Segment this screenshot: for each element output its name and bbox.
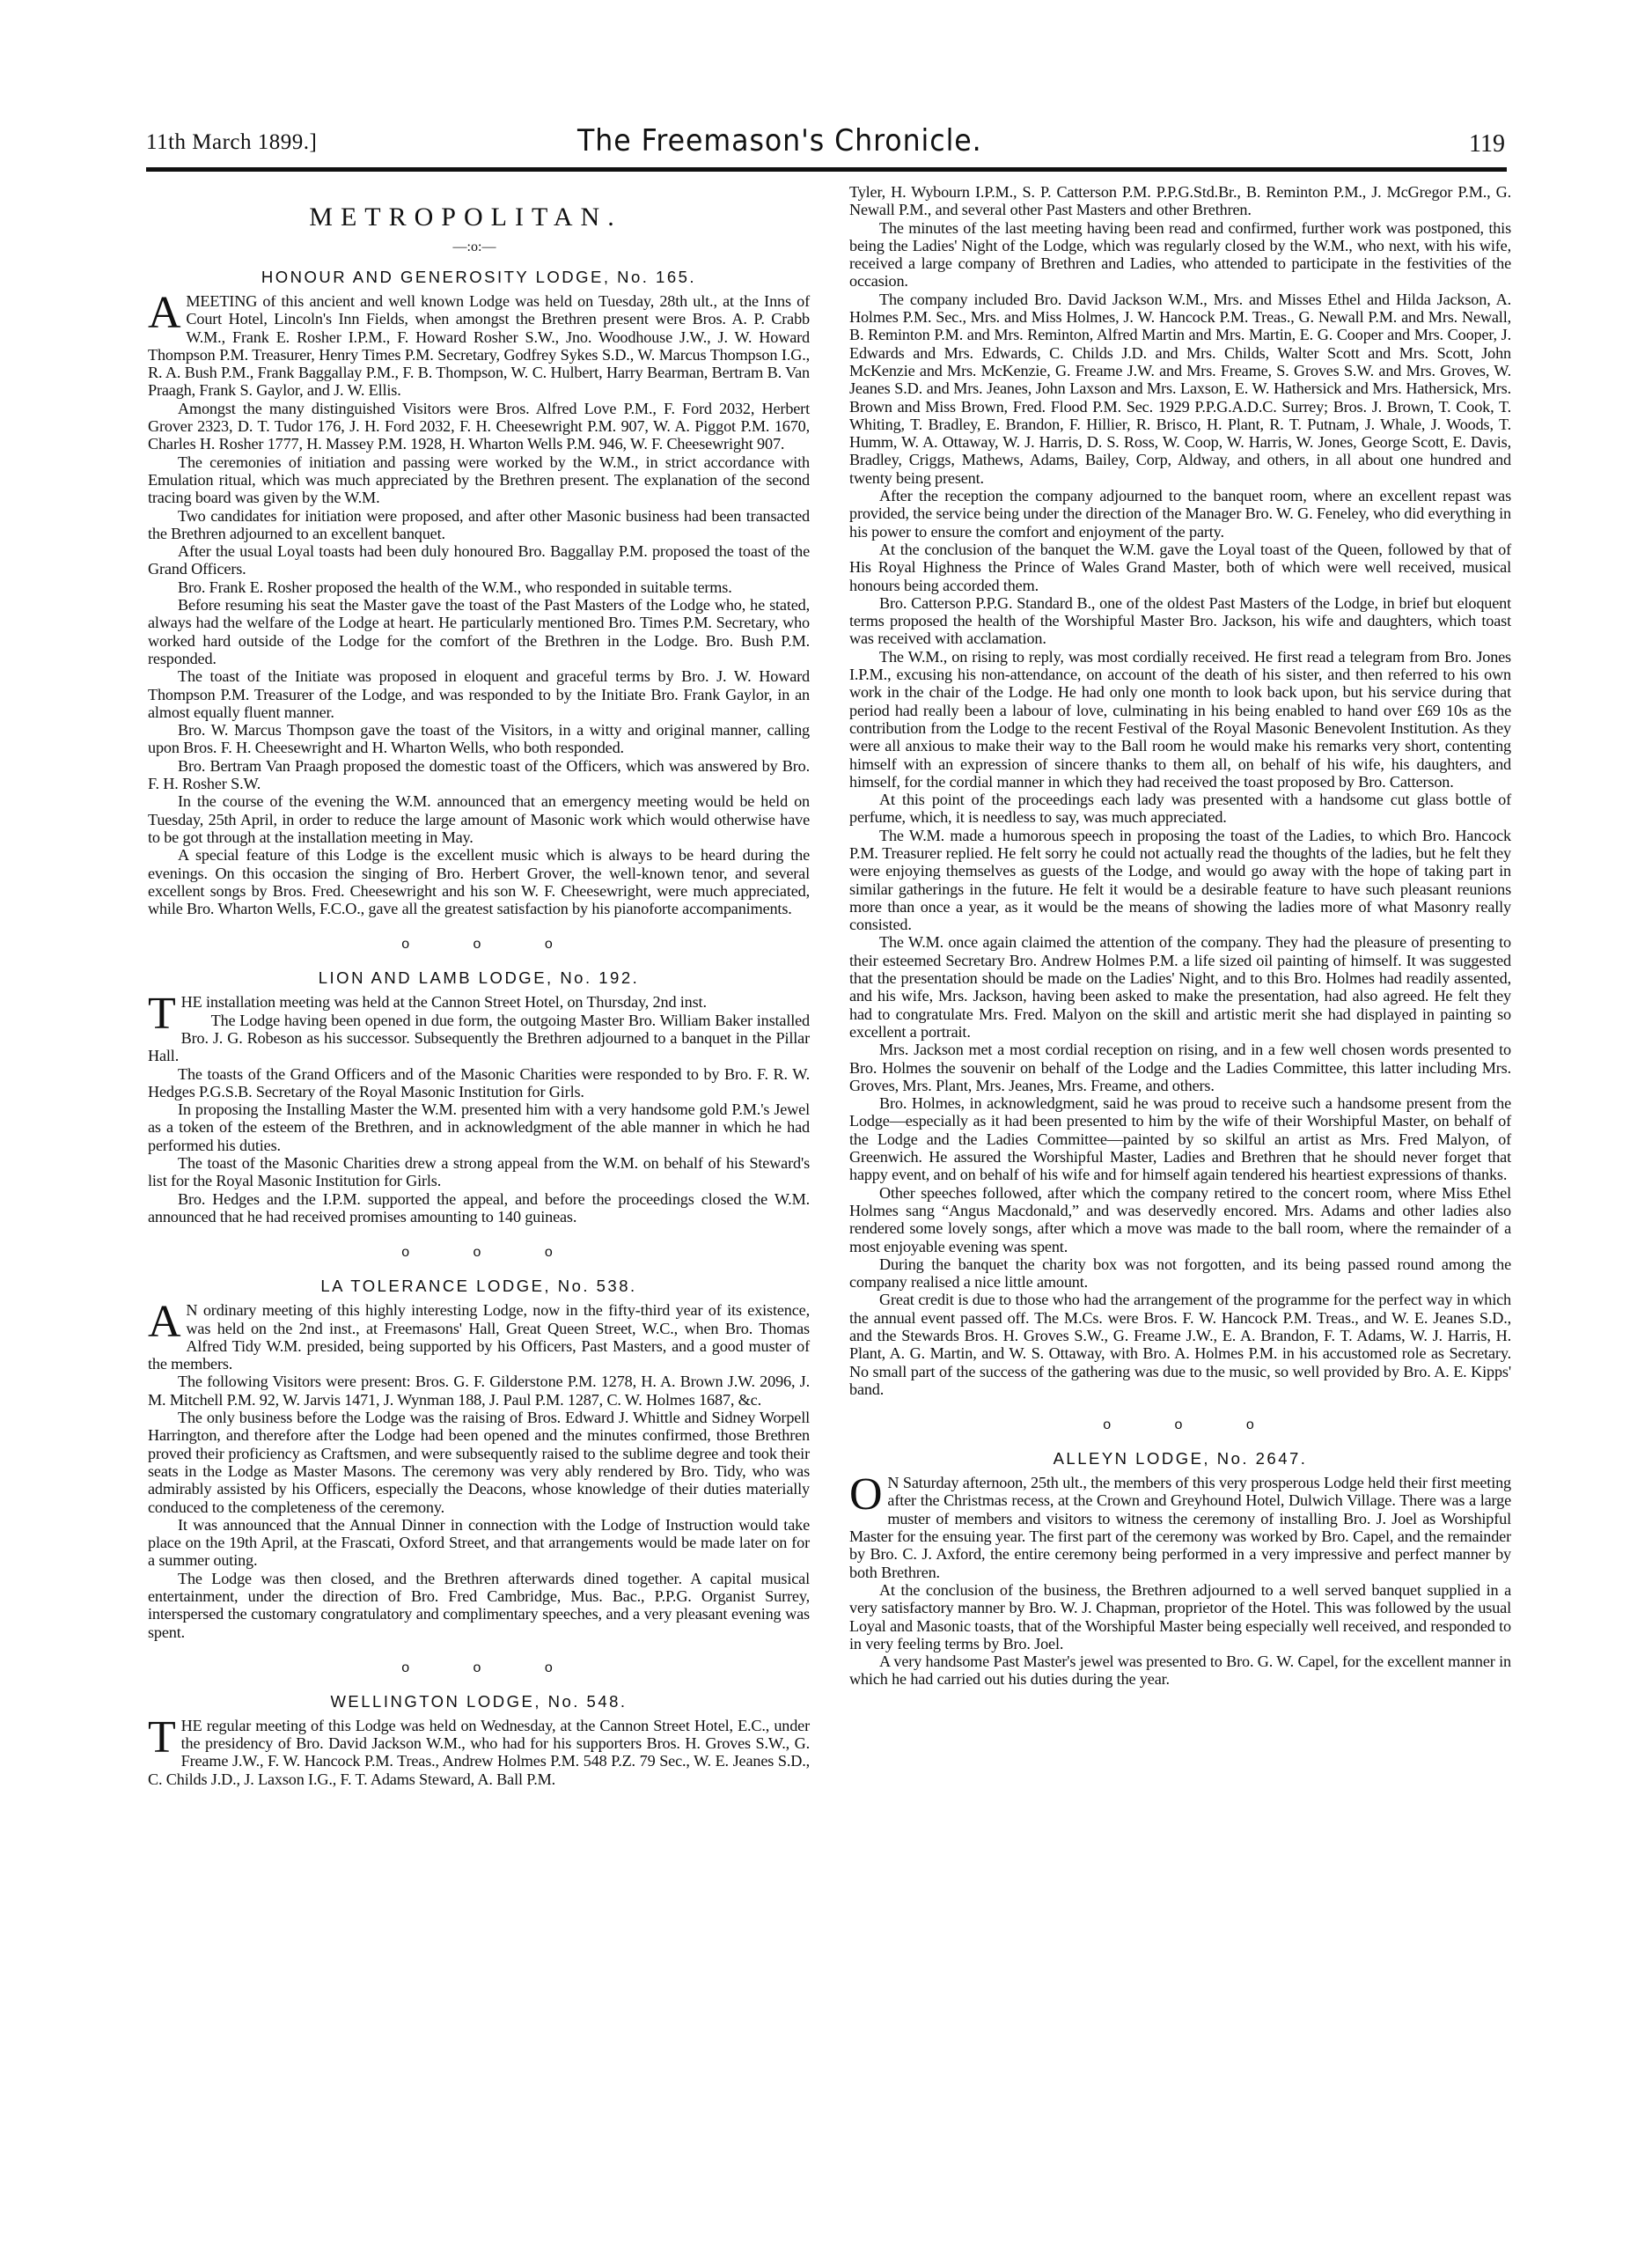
article-paragraph: A N ordinary meeting of this highly interesting Lodge, now in the fifty-third year of its existence, was held on the 2nd inst., at Freemasons' Hall, Great Queen Street, W.C., when Bro. Thomas Alfred Tidy W.M. presided, being supported by his Officers, Past Masters, and a good muster of the members. <box>148 1297 810 1373</box>
article-heading: ALLEYN LODGE, No. 2647. <box>1053 1449 1308 1468</box>
article-paragraph: Tyler, H. Wybourn I.P.M., S. P. Catterson P.M. P.P.G.Std.Br., B. Reminton P.M., J. McGregor P.M., G. Newall P.M., and several other Past Masters and other Brethren. <box>849 183 1511 219</box>
article-paragraph: The only business before the Lodge was the raising of Bros. Edward J. Whittle and Sidney Worpell Harrington, and therefore after the Lodge had been opened and the minutes confirmed, those Brethren proved their proficiency as Craftsmen, and were subsequently raised to the sublime degree and took their seats in the Lodge as Master Masons. The ceremony was very ably rendered by Bro. Tidy, who was admirably assisted by his Officers, especially the Deacons, whose knowledge of their duties materially conduced to the completeness of the ceremony. <box>148 1409 810 1516</box>
publication-title: The Freemason's Chronicle. <box>577 123 982 158</box>
article-paragraph: The W.M., on rising to reply, was most cordially received. He first read a telegram from Bro. Jones I.P.M., excusing his non-attendance, on account of the death of his sister, and then referred to his own work in the chair of the Lodge. He had only one month to look back upon, but his service during that period had really been a labour of love, culminating in his being enabled to hand over £69 10s as the contribution from the Lodge to the recent Festival of the Royal Masonic Benevolent Institution. As they were all anxious to make their way to the Ball room he would make his remarks very short, contenting himself with an expression of sincere thanks to them all, on behalf of his wife, his daughters, and himself, for the cordial manner in which they had received the toast proposed by Bro. Catterson. <box>849 647 1511 791</box>
article-paragraph: THE regular meeting of this Lodge was held on Wednesday, at the Cannon Street Hotel, E.C., under the presidency of Bro. David Jackson W.M., who had for his supporters Bros. H. Groves S.W., G. Freame J.W., F. W. Hancock P.M. Treas., Andrew Holmes P.M. 548 P.Z. 79 Sec., W. E. Jeanes S.D., C. Childs J.D., J. Laxson I.G., F. T. Adams Steward, A. Ball P.M. <box>148 1711 810 1788</box>
article-wellington-lodge-continued <box>849 183 1511 1398</box>
article-paragraph: The Lodge having been opened in due form, the outgoing Master Bro. William Baker installed Bro. J. G. Robeson as his successor. Subsequently the Brethren adjourned to a banquet in the Pillar Hall. <box>148 1011 810 1065</box>
article-honour-and-generosity-lodge <box>148 268 810 917</box>
section-separator: —:o:— <box>452 239 496 254</box>
article-paragraph: The ceremonies of initiation and passing were worked by the W.M., in strict accordance with Emulation ritual, which was much appreciated by the Brethren present. The explanation of the second tracing board was given by the W.M. <box>148 453 810 507</box>
drop-cap: O <box>849 1469 883 1520</box>
article-paragraph: AMEETING of this ancient and well known Lodge was held on Tuesday, 28th ult., at the Inns of Court Hotel, Lincoln's Inn Fields, when amongst the Brethren present were Bros. A. P. Crabb W.M., Frank E. Rosher I.P.M., F. Howard Rosher S.W., Jno. Woodhouse J.W., J. W. Howard Thompson P.M. Treasurer, Henry Times P.M. Secretary, Godfrey Sykes S.D., W. Marcus Thompson I.G., R. A. Bush P.M., Frank Baggallay P.M., F. B. Thompson, W. C. Hulbert, Harry Bearman, Bertram B. Van Praagh, Frank S. Gaylor, and J. W. Ellis. <box>148 288 810 400</box>
article-wellington-lodge <box>148 1692 810 1788</box>
article-heading: WELLINGTON LODGE, No. 548. <box>330 1691 628 1711</box>
page-number: 119 <box>1469 130 1505 158</box>
article-paragraph: Bro. W. Marcus Thompson gave the toast of the Visitors, in a witty and original manner, calling upon Bros. F. H. Cheesewright and H. Wharton Wells, who both responded. <box>148 721 810 757</box>
drop-cap: T <box>148 1711 176 1763</box>
section-title: METROPOLITAN. <box>309 202 622 232</box>
article-paragraph: In the course of the evening the W.M. announced that an emergency meeting would be held on Tuesday, 25th April, in order to reduce the large amount of Masonic work which would otherwise have to be got through at the installation meeting in May. <box>148 792 810 846</box>
left-column <box>148 201 810 1788</box>
article-paragraph: Other speeches followed, after which the company retired to the concert room, where Miss Ethel Holmes sang “Angus Macdonald,” and was deservedly encored. Mrs. Adams and other ladies also rendered some lovely songs, after which a move was made to the ball room, where the remainder of a most enjoyable evening was spent. <box>849 1183 1511 1255</box>
article-paragraph: The toast of the Masonic Charities drew a strong appeal from the W.M. on behalf of his Steward's list for the Royal Masonic Institution for Girls. <box>148 1154 810 1190</box>
article-paragraph: The Lodge was then closed, and the Brethren afterwards dined together. A capital musical entertainment, under the direction of Bro. Fred Cambridge, Mus. Bac., P.P.G. Organist Surrey, interspersed the customary congratulatory and complimentary speeches, and a very pleasant evening was spent. <box>148 1569 810 1641</box>
article-paragraph: Bro. Catterson P.P.G. Standard B., one of the oldest Past Masters of the Lodge, in brief but eloquent terms proposed the health of the Worshipful Master Bro. Jackson, his wife and daughters, which toast was received with acclamation. <box>849 593 1511 648</box>
article-paragraph: At this point of the proceedings each lady was presented with a handsome cut glass bottle of perfume, which, it is needless to say, was much appreciated. <box>849 791 1511 827</box>
article-paragraph: The W.M. made a humorous speech in proposing the toast of the Ladies, to which Bro. Hancock P.M. Treasurer replied. He felt sorry he could not actually read the thoughts of the ladies, but he felt they were enjoying themselves as guests of the Lodge, and would go away with the hope of taking part in similar gatherings in the future. He felt it would be a desirable feature to have such pleasant reunions more than once a year, as it would be the means of showing the ladies more of what Masonry really consisted. <box>849 826 1511 934</box>
article-paragraph: THE installation meeting was held at the Cannon Street Hotel, on Thursday, 2nd inst. <box>148 989 707 1040</box>
article-la-tolerance-lodge <box>148 1277 810 1641</box>
article-paragraph: The company included Bro. David Jackson W.M., Mrs. and Misses Ethel and Hilda Jackson, A. Holmes P.M. Sec., Mrs. and Miss Holmes, J. W. Hancock P.M. Treas., G. Newall P.M. and Mrs. Newall, B. Reminton P.M. and Mrs. Reminton, Alfred Martin and Mrs. Martin, E. G. Cooper and Mrs. Cooper, J. Edwards and Mrs. Edwards, C. Childs J.D. and Mrs. Childs, Walter Scott and Mrs. Scott, John McKenzie and Mrs. McKenzie, G. Freame J.W. and Mrs. Freame, S. Groves S.W. and Mrs. Groves, W. Jeanes S.D. and Mrs. Jeanes, John Laxson and Mrs. Laxson, E. W. Hathersick and Mrs. Hathersick, Mrs. Brown and Miss Brown, Fred. Flood P.M. Sec. 1929 P.P.G.A.D.C. Surrey; Bros. J. Brown, T. Cook, T. Whiting, T. Bradley, E. Brandon, F. Hillier, R. Brisco, H. Plant, R. T. Putnam, J. Whale, J. Woods, T. Humm, W. A. Ottaway, W. J. Harris, D. S. Ross, W. Coop, W. Harris, W. Jones, George Scott, E. Davis, Bradley, Criggs, Mathews, Adams, Bailey, Corp, Aldway, and others, in all about one hundred and twenty being present. <box>849 290 1511 487</box>
drop-cap: T <box>148 989 176 1040</box>
article-paragraph: Bro. Frank E. Rosher proposed the health of the W.M., who responded in suitable terms. <box>178 578 732 596</box>
article-heading: HONOUR AND GENEROSITY LODGE, No. 165. <box>261 268 697 286</box>
article-paragraph: In proposing the Installing Master the W.M. presented him with a very handsome gold P.M.'s Jewel as a token of the esteem of the Brethren, and in acknowledgment of the able manner in which he had performed his duties. <box>148 1100 810 1154</box>
article-heading: LA TOLERANCE LODGE, No. 538. <box>320 1277 637 1296</box>
article-paragraph: A very handsome Past Master's jewel was presented to Bro. G. W. Capel, for the excellent manner in which he had carried out his duties during the year. <box>849 1652 1511 1689</box>
article-paragraph: Before resuming his seat the Master gave the toast of the Past Masters of the Lodge who, he stated, always had the welfare of the Lodge at heart. He particularly mentioned Bro. Times P.M. Secretary, who worked hard outside of the Lodge for the comfort of the Brethren in the Lodge. Bro. Bush P.M. responded. <box>148 596 810 667</box>
drop-cap: A <box>148 288 181 338</box>
article-paragraph: During the banquet the charity box was not forgotten, and its being passed round among the company realised a nice little amount. <box>849 1255 1511 1292</box>
article-paragraph: Mrs. Jackson met a most cordial reception on rising, and in a few well chosen words presented to Bro. Holmes the souvenir on behalf of the Lodge and the Ladies Committee, this latter including Mrs. Groves, Mrs. Plant, Mrs. Jeanes, Mrs. Freame, and others. <box>849 1041 1511 1094</box>
article-paragraph: A special feature of this Lodge is the excellent music which is always to be heard during the evenings. On this occasion the singing of Bro. Herbert Grover, the well-known tenor, and several excellent songs by Bros. Fred. Cheesewright and his son W. F. Cheesewright, were much appreciated, while Bro. Wharton Wells, F.C.O., gave all the greatest satisfaction by his pianoforte accompaniments. <box>148 846 810 918</box>
article-paragraph: Bro. Hedges and the I.P.M. supported the appeal, and before the proceedings closed the W.M. announced that he had received promises amounting to 140 guineas. <box>148 1189 810 1226</box>
article-paragraph: The toast of the Initiate was proposed in eloquent and graceful terms by Bro. J. W. Howard Thompson P.M. Treasurer of the Lodge, and was responded to by the Initiate Bro. Frank Gaylor, in an almost equally fluent manner. <box>148 667 810 721</box>
section-ornament: o o o <box>401 1245 583 1261</box>
article-paragraph: At the conclusion of the banquet the W.M. gave the Loyal toast of the Queen, followed by that of His Royal Highness the Prince of Wales Grand Master, both of which were well received, musical honours being accorded them. <box>849 540 1511 594</box>
article-paragraph: Two candidates for initiation were proposed, and after other Masonic business had been transacted the Brethren adjourned to an excellent banquet. <box>148 506 810 542</box>
article-paragraph: Bro. Holmes, in acknowledgment, said he was proud to receive such a handsome present from the Lodge—especially as it had been presented to him by the wife of their Worshipful Master, on behalf of the Lodge and the Ladies Committee—painted by so skilful an artist as Mrs. Fred Malyon, of Greenwich. He assured the Worshipful Master, Ladies and Brethren that he should never forget that happy event, and on behalf of his wife and for himself again tendered his heartiest expressions of thanks. <box>849 1094 1511 1184</box>
article-lion-and-lamb-lodge <box>148 968 810 1226</box>
section-ornament: o o o <box>1103 1417 1284 1433</box>
section-ornament: o o o <box>401 937 583 953</box>
article-paragraph: Great credit is due to those who had the arrangement of the programme for the perfect way in which the annual event passed off. The M.Cs. were Bros. F. W. Hancock P.M. Treas., and W. E. Jeanes S.D., and the Stewards Bros. H. Groves S.W., G. Freame J.W., E. A. Brandon, F. T. Adams, W. J. Harris, H. Plant, A. G. Martin, and W. S. Ottaway, with Bro. A. Holmes P.M. in his accustomed role as Secretary. No small part of the success of the gathering was due to the music, so well provided by Bro. A. E. Kipps' band. <box>849 1291 1511 1398</box>
article-alleyn-lodge <box>849 1449 1511 1689</box>
article-paragraph: At the conclusion of the business, the Brethren adjourned to a well served banquet supplied in a very satisfactory manner by Bro. W. J. Chapman, proprietor of the Hotel. This was followed by the usual Loyal and Masonic toasts, that of the Worshipful Master being especially well received, and responded to in very feeling terms by Bro. Joel. <box>849 1580 1511 1652</box>
article-paragraph: The following Visitors were present: Bros. G. F. Gilderstone P.M. 1278, H. A. Brown J.W. 2096, J. M. Mitchell P.M. 92, W. Jarvis 1471, J. Wynman 188, J. Paul P.M. 1287, C. W. Holmes 1687, &c. <box>148 1373 810 1409</box>
article-paragraph: The W.M. once again claimed the attention of the company. They had the pleasure of presenting to their esteemed Secretary Bro. Andrew Holmes P.M. a life sized oil painting of himself. It was suggested that the presentation should be made on the Ladies' Night, and to this Bro. Holmes had readily assented, and his wife, Mrs. Jackson, having been asked to make the presentation, had also agreed. He felt they had to congratulate Mrs. Fred. Malyon on the skill and artistic merit she had displayed in painting so excellent a portrait. <box>849 933 1511 1041</box>
drop-cap: A <box>148 1297 181 1348</box>
issue-date: 11th March 1899.] <box>146 130 318 154</box>
article-heading: LION AND LAMB LODGE, No. 192. <box>318 968 640 988</box>
page-header <box>146 123 1505 162</box>
section-ornament: o o o <box>401 1660 583 1675</box>
article-paragraph: The toasts of the Grand Officers and of the Masonic Charities were responded to by Bro. F. R. W. Hedges P.G.S.B. Secretary of the Royal Masonic Institution for Girls. <box>148 1064 810 1100</box>
article-paragraph: After the usual Loyal toasts had been duly honoured Bro. Baggallay P.M. proposed the toast of the Grand Officers. <box>148 542 810 578</box>
article-paragraph: O N Saturday afternoon, 25th ult., the members of this very prosperous Lodge held their first meeting after the Christmas recess, at the Crown and Greyhound Hotel, Dulwich Village. There was a large muster of members and visitors to witness the ceremony of installing Bro. J. Joel as Worshipful Master for the ensuing year. The first part of the ceremony was worked by Bro. Capel, and the remainder by Bro. C. J. Axford, the entire ceremony being performed in a very impressive and perfect manner by both Brethren. <box>849 1469 1511 1581</box>
article-paragraph: After the reception the company adjourned to the banquet room, where an excellent repast was provided, the service being under the direction of the Manager Bro. W. G. Feneley, who did everything in his power to ensure the comfort and enjoyment of the party. <box>849 487 1511 541</box>
right-column <box>849 183 1511 1689</box>
article-paragraph: Amongst the many distinguished Visitors were Bros. Alfred Love P.M., F. Ford 2032, Herbert Grover 2323, D. T. Tudor 176, J. H. Ford 2032, F. H. Cheesewright P.M. 907, W. A. Piggot P.M. 1670, Charles H. Rosher 1777, H. Massey P.M. 1928, H. Wharton Wells P.M. 946, W. F. Cheesewright 907. <box>148 399 810 453</box>
header-rule <box>146 167 1507 172</box>
article-paragraph: Bro. Bertram Van Praagh proposed the domestic toast of the Officers, which was answered by Bro. F. H. Rosher S.W. <box>148 756 810 793</box>
article-paragraph: The minutes of the last meeting having been read and confirmed, further work was postponed, this being the Ladies' Night of the Lodge, which was regularly closed by the W.M., who next, with his wife, received a large company of Brethren and Ladies, who attended to participate in the festivities of the occasion. <box>849 218 1511 291</box>
article-paragraph: It was announced that the Annual Dinner in connection with the Lodge of Instruction would take place on the 19th April, at the Frascati, Oxford Street, and that arrangements would be made later on for a summer outing. <box>148 1515 810 1570</box>
